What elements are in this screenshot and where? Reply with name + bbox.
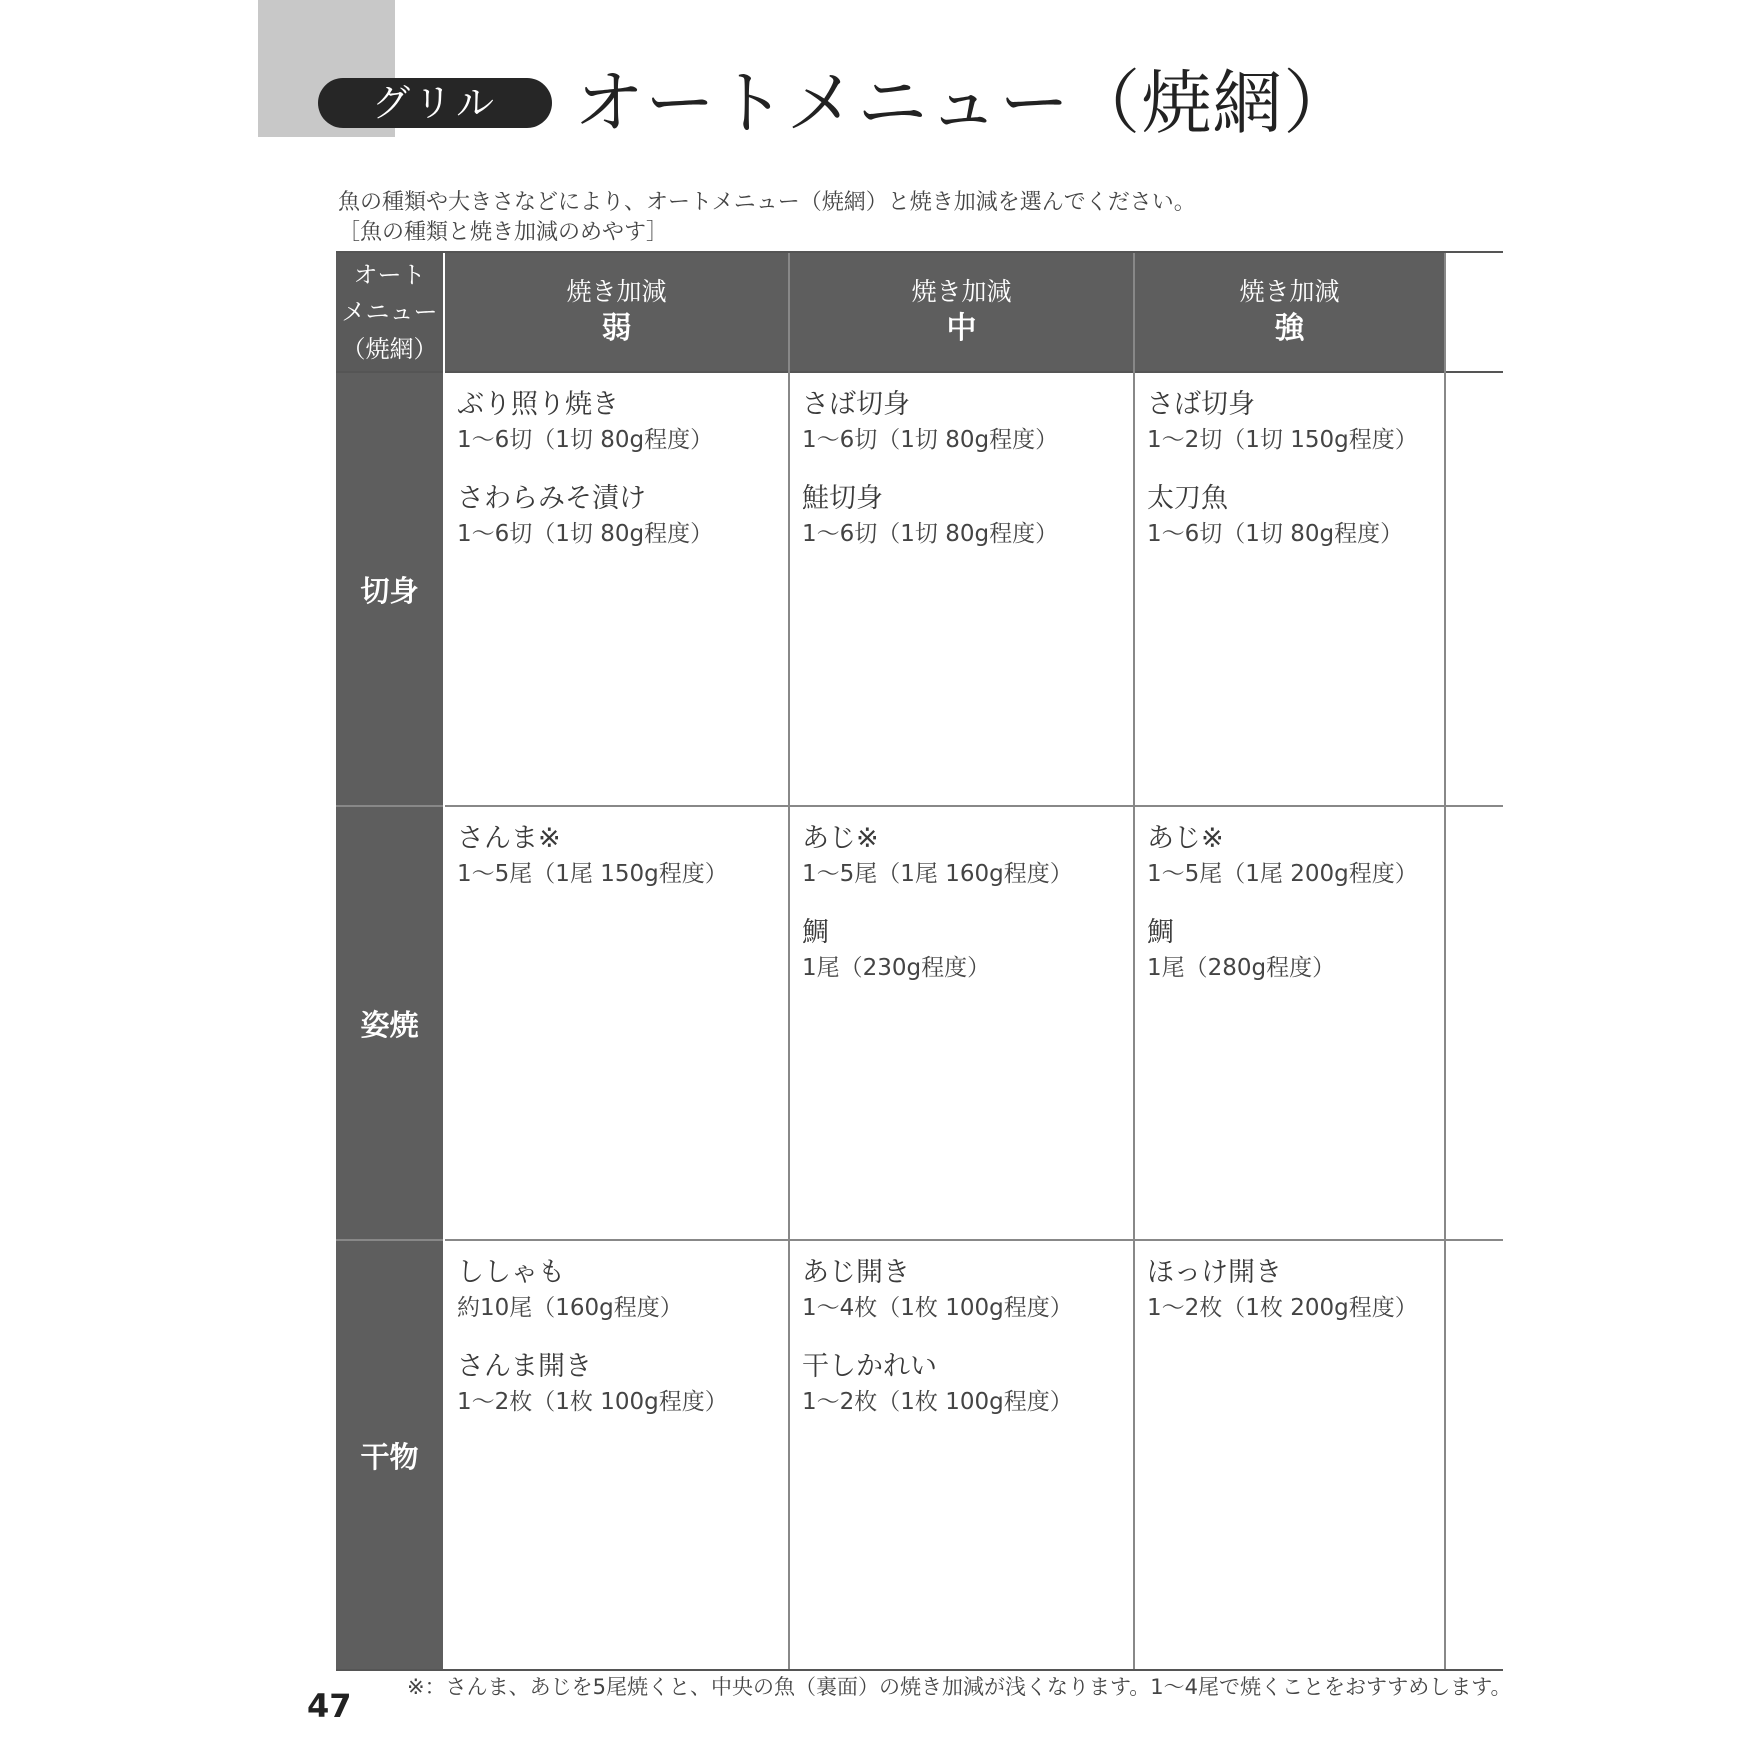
fish-quantity: 1～2枚（1枚 200g程度） <box>1147 1295 1418 1321</box>
intro-subheading: ［魚の種類と焼き加減のめやす］ <box>338 220 669 245</box>
table-cell <box>445 1254 788 1442</box>
menu-entry <box>1147 480 1444 550</box>
menu-entry <box>802 820 1133 890</box>
corner-header-line: メニュー <box>341 297 438 326</box>
column-header-sub: 焼き加減 <box>1239 277 1340 306</box>
fish-quantity: 1～5尾（1尾 150g程度） <box>457 861 728 887</box>
column-header-weak <box>445 253 788 371</box>
fish-quantity: 1尾（230g程度） <box>802 955 991 981</box>
column-divider <box>1444 253 1446 1669</box>
table-cell <box>790 820 1133 1008</box>
menu-entry <box>457 1348 788 1418</box>
footnote: ※：さんま、あじを5尾焼くと、中央の魚（裏面）の焼き加減が浅くなります。1～4尾で焼くことをおすすめします。 <box>407 1675 1512 1699</box>
page-number: 47 <box>307 1687 352 1725</box>
column-header-level: 弱 <box>601 311 632 346</box>
table-cell <box>1135 386 1444 574</box>
fish-quantity: 1～6切（1切 80g程度） <box>457 521 714 547</box>
table-cell <box>1135 1254 1444 1348</box>
column-header-level: 強 <box>1274 311 1305 346</box>
menu-entry <box>802 480 1133 550</box>
column-header-medium <box>790 253 1133 371</box>
corner-header-line: （焼網） <box>341 334 438 363</box>
fish-name: ししゃも <box>457 1257 565 1288</box>
fish-name: あじ開き <box>802 1257 910 1288</box>
page-title: オートメニュー（焼網） <box>574 62 1355 144</box>
menu-entry <box>1147 820 1444 890</box>
fish-quantity: 1～5尾（1尾 200g程度） <box>1147 861 1418 887</box>
column-header-sub: 焼き加減 <box>566 277 667 306</box>
fish-guide-table <box>336 251 1503 1671</box>
fish-name: さんま※ <box>457 823 561 854</box>
row-header-whole-fish: 姿焼 <box>336 807 443 1239</box>
fish-quantity: 1～2枚（1枚 100g程度） <box>457 1389 728 1415</box>
fish-quantity: 1尾（280g程度） <box>1147 955 1336 981</box>
column-header-level: 中 <box>946 311 977 346</box>
column-header-strong <box>1135 253 1444 371</box>
fish-quantity: 1～2切（1切 150g程度） <box>1147 427 1418 453</box>
fish-quantity: 1～6切（1切 80g程度） <box>802 521 1059 547</box>
fish-name: 干しかれい <box>802 1351 937 1382</box>
menu-entry <box>1147 914 1444 984</box>
fish-name: あじ※ <box>1147 823 1224 854</box>
header-divider <box>336 371 1503 373</box>
fish-quantity: 1～6切（1切 80g程度） <box>802 427 1059 453</box>
fish-name: ほっけ開き <box>1147 1257 1282 1288</box>
fish-quantity: 1～5尾（1尾 160g程度） <box>802 861 1073 887</box>
fish-quantity: 1～6切（1切 80g程度） <box>457 427 714 453</box>
menu-entry <box>457 820 788 890</box>
menu-entry <box>1147 386 1444 456</box>
menu-entry <box>802 1254 1133 1324</box>
menu-entry <box>457 480 788 550</box>
fish-name: さば切身 <box>1147 389 1255 420</box>
menu-entry <box>802 1348 1133 1418</box>
fish-name: さわらみそ漬け <box>457 483 646 514</box>
fish-name: さば切身 <box>802 389 910 420</box>
intro-text <box>338 188 1196 248</box>
fish-quantity: 約10尾（160g程度） <box>457 1295 683 1321</box>
fish-name: さんま開き <box>457 1351 592 1382</box>
fish-quantity: 1～2枚（1枚 100g程度） <box>802 1389 1073 1415</box>
fish-name: 太刀魚 <box>1147 483 1228 514</box>
corner-header <box>336 253 443 371</box>
table-cell <box>790 1254 1133 1442</box>
table-bottom-border <box>336 1669 1503 1671</box>
row-divider <box>336 805 1503 807</box>
menu-entry <box>457 1254 788 1324</box>
table-cell <box>445 820 788 914</box>
row-divider <box>336 1239 1503 1241</box>
fish-name: あじ※ <box>802 823 879 854</box>
fish-name: 鯛 <box>802 917 829 948</box>
fish-name: ぶり照り焼き <box>457 389 619 420</box>
table-cell <box>1135 820 1444 1008</box>
row-header-fillet: 切身 <box>336 373 443 805</box>
table-cell <box>445 386 788 574</box>
menu-entry <box>802 386 1133 456</box>
menu-entry <box>457 386 788 456</box>
table-cell <box>790 386 1133 574</box>
intro-line: 魚の種類や大きさなどにより、オートメニュー（焼網）と焼き加減を選んでください。 <box>338 190 1196 215</box>
menu-entry <box>1147 1254 1444 1324</box>
fish-name: 鯛 <box>1147 917 1174 948</box>
fish-name: 鮭切身 <box>802 483 883 514</box>
fish-quantity: 1～6切（1切 80g程度） <box>1147 521 1404 547</box>
corner-header-line: オート <box>353 260 426 289</box>
fish-quantity: 1～4枚（1枚 100g程度） <box>802 1295 1073 1321</box>
row-header-dried-fish: 干物 <box>336 1241 443 1669</box>
section-badge: グリル <box>318 78 552 128</box>
menu-entry <box>802 914 1133 984</box>
column-header-sub: 焼き加減 <box>911 277 1012 306</box>
